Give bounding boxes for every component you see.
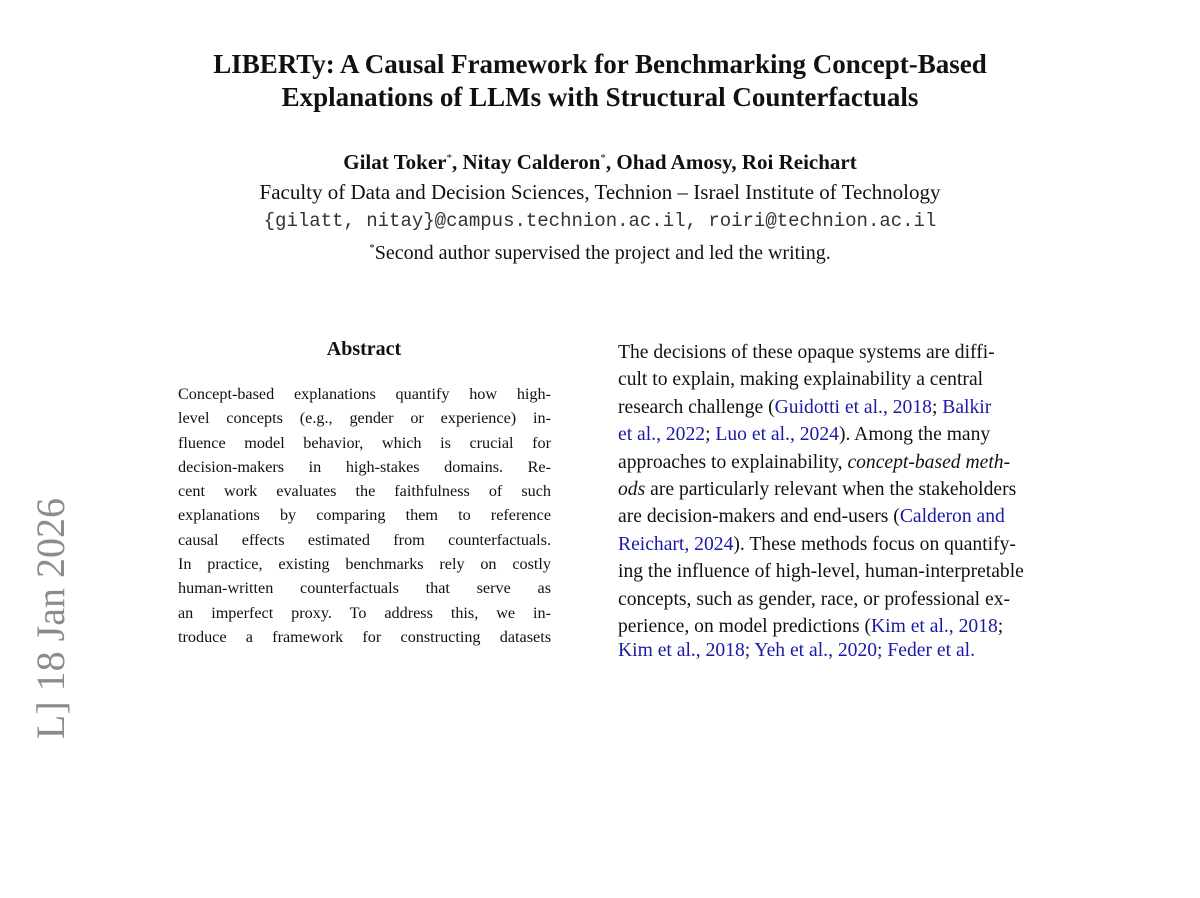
body-line: cult to explain, making explainability a central	[618, 369, 984, 391]
citation-link[interactable]: Guidotti et al., 2018	[774, 396, 932, 418]
author-list: Gilat Toker*, Nitay Calderon*, Ohad Amosy, Roi Reichart	[343, 150, 857, 174]
abstract-line: an imperfect proxy. To address this, we in-	[178, 603, 551, 622]
abstract-heading: Abstract	[326, 338, 402, 360]
citation-link[interactable]: Balkir	[942, 396, 992, 418]
abstract-text	[178, 382, 551, 649]
abstract-line: cent work evaluates the faithfulness of such	[178, 482, 551, 501]
intro-column	[618, 339, 1058, 640]
body-line: ing the influence of high-level, human-interpretable	[618, 561, 1024, 583]
arxiv-side-stamp: L] 18 Jan 2026	[28, 498, 73, 740]
body-line: research challenge (Guidotti et al., 2018; Balkir	[618, 396, 992, 418]
citation-link[interactable]: Luo et al., 2024	[715, 424, 839, 446]
body-line: Reichart, 2024). These methods focus on quantify-	[618, 533, 1016, 555]
body-line: perience, on model predictions (Kim et al., 2018;	[618, 616, 1004, 638]
body-line: et al., 2022; Luo et al., 2024). Among the many	[618, 424, 991, 446]
author-2: Nitay Calderon	[462, 150, 601, 174]
citation-link[interactable]: Calderon and	[899, 506, 1005, 528]
abstract-line: level concepts (e.g., gender or experience) in-	[178, 409, 551, 428]
body-line: concepts, such as gender, race, or professional ex-	[618, 588, 1011, 610]
body-line: The decisions of these opaque systems are diffi-	[618, 342, 995, 363]
author-1: Gilat Toker	[343, 150, 447, 174]
abstract-line: decision-makers in high-stakes domains. Re-	[178, 457, 551, 476]
citation-link[interactable]: Kim et al., 2018	[871, 616, 998, 638]
abstract-line: In practice, existing benchmarks rely on costly	[178, 555, 551, 574]
citation-link[interactable]: et al., 2022	[618, 424, 706, 446]
title-line-1: LIBERTy: A Causal Framework for Benchmarking Concept-Based	[213, 49, 987, 79]
author-3: Ohad Amosy	[616, 150, 732, 174]
title-line-2: Explanations of LLMs with Structural Counterfactuals	[281, 82, 919, 112]
abstract-line: explanations by comparing them to reference	[178, 506, 551, 525]
abstract-line: causal effects estimated from counterfactuals.	[178, 530, 551, 549]
author-4: Roi Reichart	[741, 150, 857, 174]
abstract-line: human-written counterfactuals that serve as	[178, 579, 551, 598]
body-line: are decision-makers and end-users (Calderon and	[618, 506, 1005, 528]
citation-link[interactable]: Reichart	[618, 533, 685, 555]
author-note: *Second author supervised the project and led the writing.	[369, 242, 831, 264]
body-line: approaches to explainability, concept-based meth-	[618, 451, 1011, 473]
abstract-line: fluence model behavior, which is crucial for	[178, 433, 551, 452]
cut-off-line: Kim et al., 2018; Yeh et al., 2020; Feder et al.	[618, 640, 975, 661]
paper-title	[150, 48, 1050, 114]
abstract-line: Concept-based explanations quantify how high-	[178, 385, 551, 403]
abstract-line: troduce a framework for constructing datasets	[178, 627, 551, 646]
affiliation: Faculty of Data and Decision Sciences, Technion – Israel Institute of Technology	[259, 180, 941, 204]
body-line: ods are particularly relevant when the stakeholders	[618, 479, 1017, 501]
author-emails: {gilatt, nitay}@campus.technion.ac.il, roiri@technion.ac.il	[263, 210, 937, 232]
